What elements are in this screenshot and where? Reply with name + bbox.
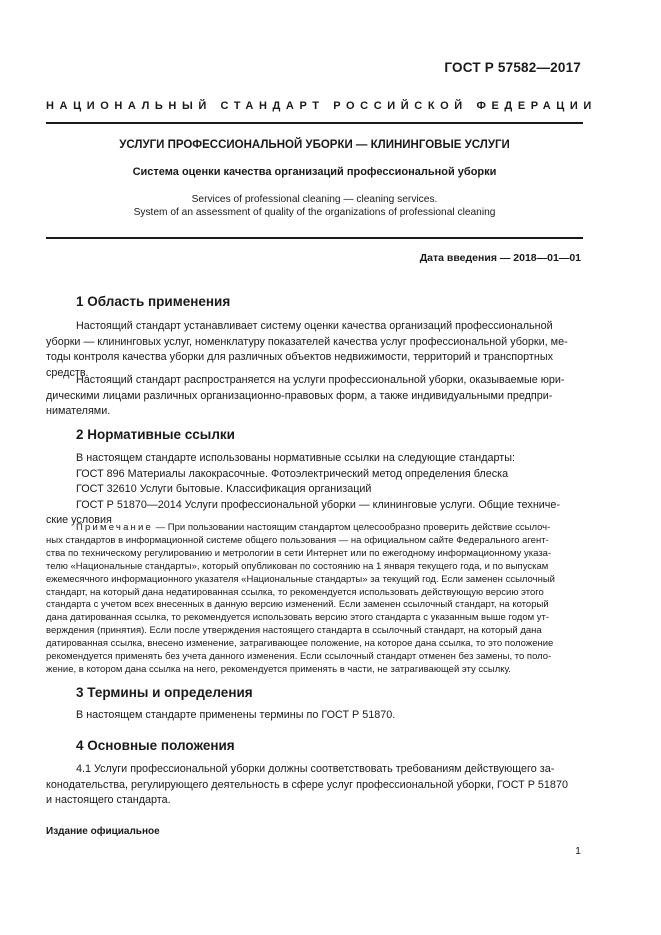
title-english <box>46 193 583 219</box>
title-english-line: System of an assessment of quality of the organizations of professional cleaning <box>133 207 496 218</box>
reference-line: ГОСТ 32610 Услуги бытовые. Классификация организаций <box>76 483 372 496</box>
reference-line: ГОСТ Р 51870—2014 Услуги профессиональной уборки — клининговые услуги. Общие техниче- <box>76 498 561 511</box>
document-number: ГОСТ Р 57582—2017 <box>444 60 581 75</box>
note-line: ежемесячного информационного указателя «Национальные стандарты» за текущий год. Если заменен ссылочный <box>46 573 555 585</box>
section-heading: 2 Нормативные ссылки <box>76 427 235 442</box>
note-line: рекомендуется применять без учета данного изменения. Если ссылочный стандарт отменен без замены, то поло- <box>46 651 552 663</box>
title-english-line: Services of professional cleaning — cleaning services. <box>191 194 438 205</box>
note-line: ства по техническому регулированию и метрологии в сети Интернет или по ежегодному информационному указа- <box>46 547 552 559</box>
text-line: 4.1 Услуги профессиональной уборки должны соответствовать требованиям действующего за- <box>76 763 555 775</box>
text-line: В настоящем стандарте использованы нормативные ссылки на следующие стандарты: <box>76 452 515 464</box>
introduction-date: Дата введения — 2018—01—01 <box>419 252 581 264</box>
text-line: тоды контроля качества уборки для различных объектов недвижимости, территорий и транспортных <box>46 351 553 364</box>
paragraph <box>46 762 583 809</box>
text-line: Настоящий стандарт устанавливает систему оценки качества организаций профессиональной <box>76 320 553 332</box>
text-line: нимателями. <box>46 405 111 418</box>
note-line: телю «Национальные стандарты», который опубликован по состоянию на 1 января текущего года, и по выпускам <box>46 560 549 572</box>
paragraph <box>46 708 583 724</box>
section-heading: 3 Термины и определения <box>76 685 253 700</box>
note-line: дана датированная ссылка, то рекомендуется использовать версию этого стандарта с указанным выше годом ут- <box>46 612 550 624</box>
text-line: дическими лицами различных организационно-правовых форм, а также индивидуальными предпри- <box>46 389 553 402</box>
national-standard-banner: НАЦИОНАЛЬНЫЙ СТАНДАРТ РОССИЙСКОЙ ФЕДЕРАЦИИ <box>46 100 597 112</box>
paragraph <box>46 451 583 529</box>
note-text: — При пользовании настоящим стандартом целесообразно проверить действие ссылоч- <box>153 522 551 533</box>
section-heading: 4 Основные положения <box>76 738 235 753</box>
subtitle-russian: Система оценки качества организаций профессиональной уборки <box>132 166 497 178</box>
note-label: Примечание <box>76 522 153 533</box>
paragraph <box>46 373 583 420</box>
text-line: и настоящего стандарта. <box>46 794 171 807</box>
note-line: стандарта с учетом всех внесенных в данную версию изменений. Если заменен ссылочный стандарт, на который <box>46 599 549 611</box>
page-number: 1 <box>575 845 581 857</box>
text-line: уборки — клининговых услуг, номенклатуру показателей качества услуг профессиональной уборки, ме- <box>46 335 568 348</box>
top-divider <box>46 122 583 124</box>
text-line: Настоящий стандарт распространяется на услуги профессиональной уборки, оказываемые юри- <box>76 374 565 386</box>
reference-line: ГОСТ 896 Материалы лакокрасочные. Фотоэлектрический метод определения блеска <box>76 467 509 480</box>
official-edition-label: Издание официальное <box>46 826 160 837</box>
note-line: стандарт, на который дана недатированная ссылка, то рекомендуется использовать действующую версию этого <box>46 586 544 598</box>
title-russian: УСЛУГИ ПРОФЕССИОНАЛЬНОЙ УБОРКИ — КЛИНИНГОВЫЕ УСЛУГИ <box>119 139 510 151</box>
note-line: жение, в котором дана ссылка на него, рекомендуется применять в части, не затрагивающей эту ссылку. <box>46 663 511 675</box>
text-line: конодательства, регулирующего деятельность в сфере услуг профессиональной уборки, ГОСТ Р 51870 <box>46 778 568 791</box>
note-line: ных стандартов в информационной системе общего пользования — на официальном сайте Федерального агент- <box>46 534 549 546</box>
title-divider <box>46 237 583 239</box>
text-line: В настоящем стандарте применены термины по ГОСТ Р 51870. <box>76 709 396 721</box>
note-block <box>46 522 583 677</box>
text-line: средств. <box>46 366 89 379</box>
text-line: ские условия <box>46 514 112 527</box>
note-first-line <box>46 522 583 535</box>
note-line: датированная ссылка, внесено изменение, затрагивающее положение, на которое дана ссылка, то это положение <box>46 638 554 650</box>
section-heading: 1 Область применения <box>76 294 231 309</box>
note-line: верждения (принятия). Если после утверждения настоящего стандарта в ссылочный стандарт, на который дана <box>46 625 542 637</box>
